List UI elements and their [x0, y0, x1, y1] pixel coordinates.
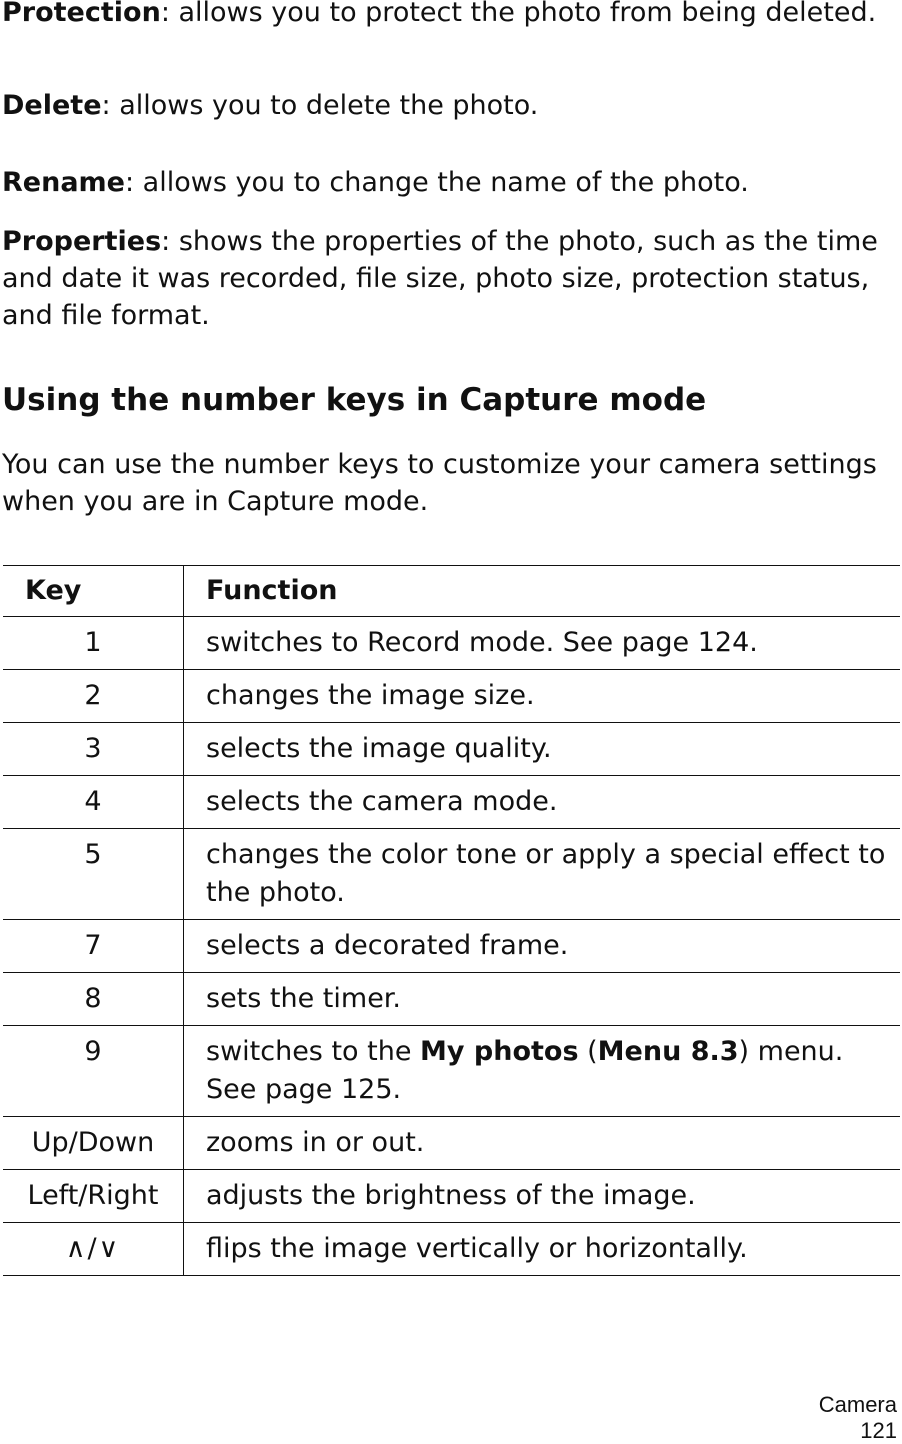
function-cell: switches to Record mode. See page 124. [206, 627, 758, 658]
function-cell: selects the image quality. [206, 733, 552, 764]
key-cell: Left/Right [3, 1170, 184, 1223]
function-column-header: Function [206, 575, 338, 606]
term: Properties [2, 226, 162, 257]
function-cell: selects the camera mode. [206, 786, 558, 817]
key-cell: 5 [3, 829, 184, 920]
footer-page-number: 121 [860, 1418, 897, 1443]
footer-section-name: Camera [818, 1392, 897, 1417]
table-row [3, 829, 900, 920]
term: Rename [2, 167, 125, 198]
function-cell [184, 1026, 901, 1117]
function-cell: sets the timer. [206, 983, 402, 1014]
key-cell: 7 [3, 920, 184, 973]
up-down-symbol-key-cell: ∧/∨ [3, 1223, 184, 1276]
rename-paragraph [2, 164, 897, 201]
function-cell: changes the image size. [206, 680, 535, 711]
menu-name: My photos [420, 1036, 579, 1067]
table-row [3, 1117, 900, 1170]
menu-number: Menu 8.3 [597, 1036, 739, 1067]
table-row [3, 670, 900, 723]
key-cell: 3 [3, 723, 184, 776]
properties-paragraph [2, 223, 897, 334]
protection-paragraph [2, 0, 897, 31]
table-row [3, 723, 900, 776]
function-cell: changes the color tone or apply a special effect to the photo. [206, 839, 886, 908]
table-row [3, 1170, 900, 1223]
table-row [3, 920, 900, 973]
definition: : allows you to protect the photo from being deleted. [160, 0, 877, 28]
key-cell: Up/Down [3, 1117, 184, 1170]
table-row [3, 973, 900, 1026]
delete-paragraph [2, 87, 897, 124]
key-cell: 4 [3, 776, 184, 829]
function-text: ) menu. See page 125. [206, 1036, 844, 1105]
definition: : shows the properties of the photo, such as the time and date it was recorded, file size, photo size, protection status, and file format. [2, 226, 878, 331]
table-row [3, 1223, 900, 1276]
table-row [3, 776, 900, 829]
section-intro: You can use the number keys to customize your camera settings when you are in Capture mode. [2, 449, 877, 517]
function-text: ( [578, 1036, 598, 1067]
definition: : allows you to change the name of the photo. [125, 167, 749, 198]
term: Delete [2, 90, 102, 121]
section-heading: Using the number keys in Capture mode [2, 382, 707, 418]
function-text: switches to the [206, 1036, 421, 1067]
definition: : allows you to delete the photo. [101, 90, 539, 121]
key-cell: 9 [3, 1026, 184, 1117]
key-cell: 2 [3, 670, 184, 723]
term: Protection [2, 0, 161, 28]
function-cell: selects a decorated frame. [206, 930, 569, 961]
table-header-row [3, 566, 900, 617]
key-cell: 8 [3, 973, 184, 1026]
function-cell: flips the image vertically or horizontally. [206, 1233, 748, 1264]
function-cell: zooms in or out. [206, 1127, 425, 1158]
key-column-header: Key [3, 566, 184, 617]
function-cell: adjusts the brightness of the image. [206, 1180, 696, 1211]
number-keys-table [3, 565, 900, 1276]
key-cell: 1 [3, 617, 184, 670]
table-row [3, 1026, 900, 1117]
table-row [3, 617, 900, 670]
